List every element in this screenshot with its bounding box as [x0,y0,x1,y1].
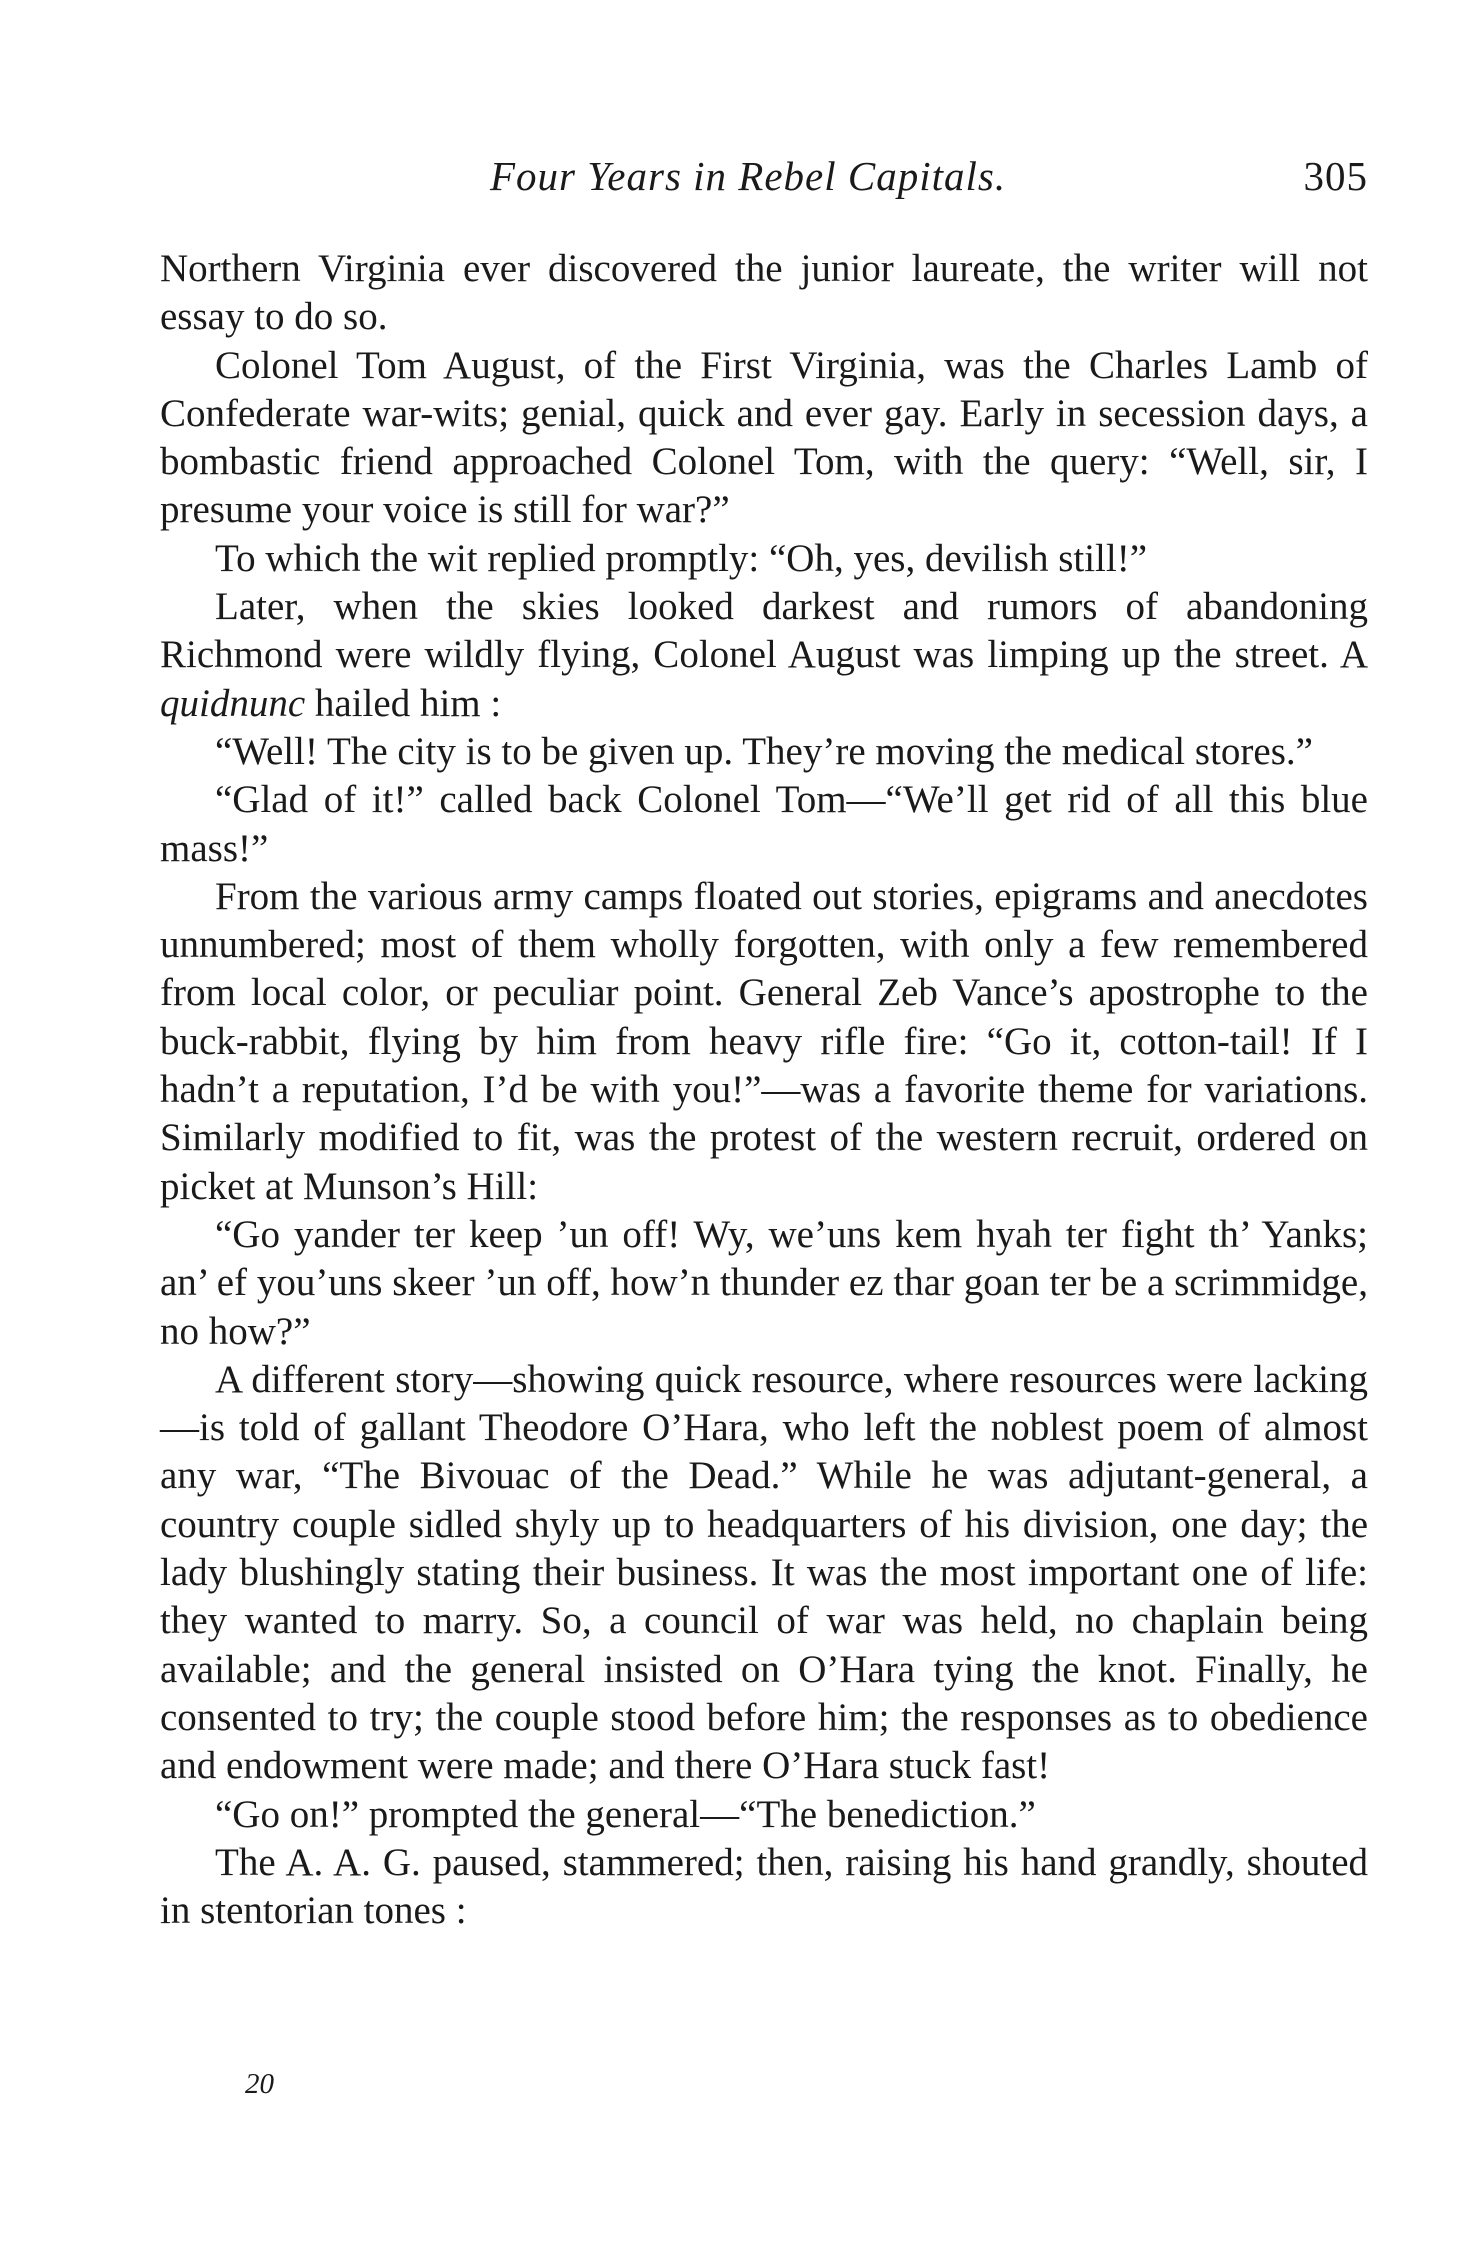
text-run: The A. A. G. paused, stammered; then, raising his hand grandly, shouted in stentorian tones : [160,1840,1368,1933]
paragraph [160,776,1368,873]
paragraph [160,1839,1368,1936]
text-run: A different story—showing quick resource, where resources were lacking—is told of gallant Theodore O’Hara, who left the noblest poem of almost any war, “The Bivouac of the Dead.” While he was adjutant-general, a country couple sidled shyly up to headquarters of his division, one day; the lady blushingly stating their business. It was the most important one of life: they wanted to marry. So, a council of war was held, no chaplain being available; and the general insisted on O’Hara tying the knot. Finally, he consented to try; the couple stood before him; the responses as to obedience and endowment were made; and there O’Hara stuck fast! [160,1357,1368,1788]
text-run: Northern Virginia ever discovered the junior laureate, the writer will not essay to do so. [160,247,1368,339]
text-run: “Glad of it!” called back Colonel Tom—“We’ll get rid of all this blue mass!” [160,778,1368,870]
running-head [160,152,1368,202]
text-run: Later, when the skies looked darkest and rumors of abandoning Richmond were wildly flying, Colonel August was limping up the street. A [160,585,1368,677]
paragraph [160,1211,1368,1356]
text-run: hailed him : [305,681,502,725]
text-run: To which the wit replied promptly: “Oh, yes, devilish still!” [215,536,1148,580]
text-run: From the various army camps floated out stories, epigrams and anecdotes unnumbered; most of them wholly forgotten, with only a few remembered from local color, or peculiar point. General Zeb Vance’s apostrophe to the buck-rabbit, flying by him from heavy rifle fire: “Go it, cotton-tail! If I hadn’t a reputation, I’d be with you!”—was a favorite theme for variations. Similarly modified to fit, was the protest of the western recruit, ordered on picket at Munson’s Hill: [160,874,1368,1208]
page-number: 305 [1303,153,1368,199]
signature-mark: 20 [245,2068,274,2100]
text-run: “Go yander ter keep ’un off! Wy, we’uns kem hyah ter fight th’ Yanks; an’ ef you’uns skeer ’un off, how’n thunder ez thar goan ter be a scrimmidge, no how?” [160,1212,1368,1353]
paragraph [160,342,1368,535]
text-run: Colonel Tom August, of the First Virginia, was the Charles Lamb of Confederate war-wits; genial, quick and ever gay. Early in secession days, a bombastic friend approached Colonel Tom, with the query: “Well, sir, I presume your voice is still for war?” [160,343,1368,532]
paragraph [160,728,1368,776]
text-run: “Go on!” prompted the general—“The benediction.” [215,1792,1036,1836]
text-run: “Well! The city is to be given up. They’re moving the medical stores.” [215,729,1313,773]
paragraph [160,583,1368,728]
paragraph [160,1356,1368,1791]
body-text [160,245,1368,1935]
italic-text: quidnunc [160,681,306,725]
paragraph [160,535,1368,583]
paragraph [160,245,1368,342]
paragraph [160,1791,1368,1839]
paragraph [160,873,1368,1211]
running-title: Four Years in Rebel Capitals. [490,153,1007,199]
